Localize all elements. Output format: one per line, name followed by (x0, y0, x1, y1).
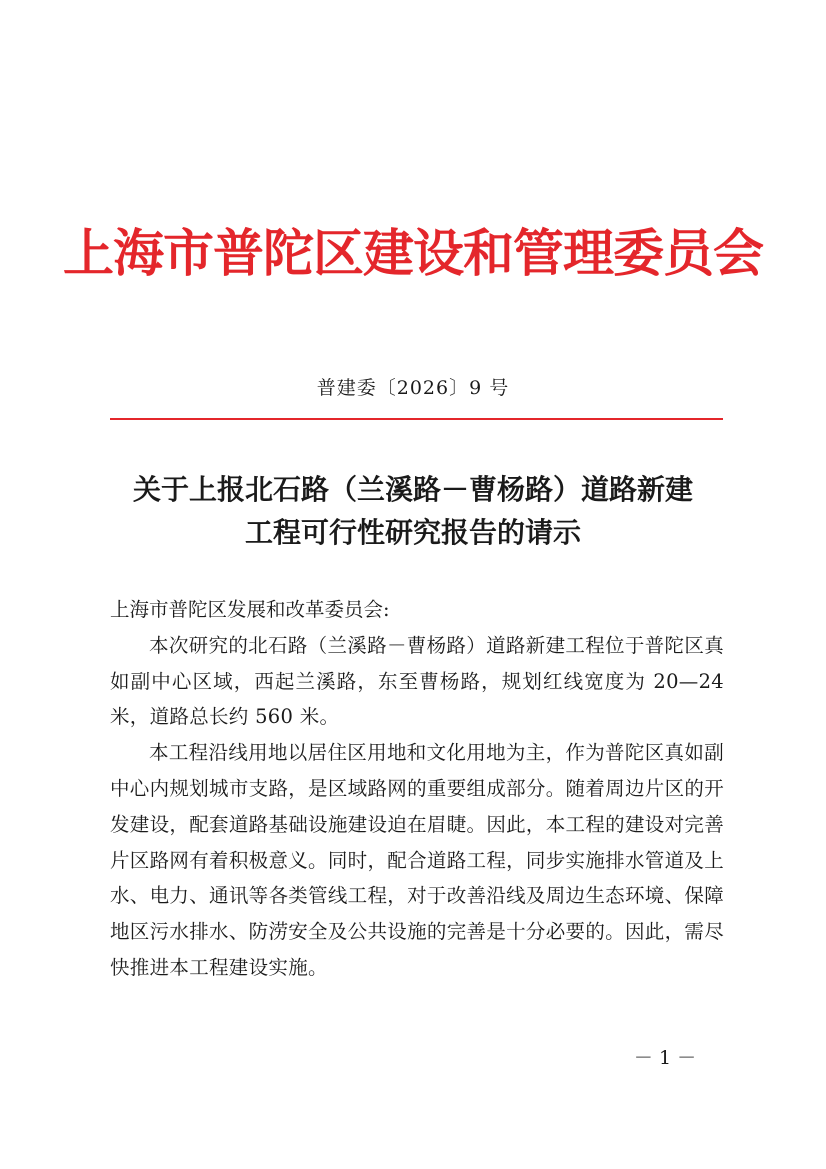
page-number: － 1 － (633, 1047, 697, 1069)
body-paragraph-2: 本工程沿线用地以居住区用地和文化用地为主，作为普陀区真如副中心内规划城市支路，是区域路网的重要组成部分。随着周边片区的开发建设，配套道路基础设施建设迫在眉睫。因此，本工程的建设对完善片区路网有着积极意义。同时，配合道路工程，同步实施排水管道及上水、电力、通讯等各类管线工程，对于改善沿线及周边生态环境、保障地区污水排水、防涝安全及公共设施的完善是十分必要的。因此，需尽快推进本工程建设实施。 (110, 741, 724, 979)
document-title-line-2: 工程可行性研究报告的请示 (244, 516, 581, 549)
document-number: 普建委〔2026〕9 号 (316, 377, 510, 399)
issuing-organization-header: 上海市普陀区建设和管理委员会 (62, 224, 763, 284)
document-body (110, 592, 724, 986)
document-title (100, 468, 726, 554)
body-paragraph-1: 本次研究的北石路（兰溪路－曹杨路）道路新建工程位于普陀区真如副中心区域，西起兰溪路，东至曹杨路，规划红线宽度为 20—24 米，道路总长约 560 米。 (110, 633, 724, 729)
document-title-line-1: 关于上报北石路（兰溪路－曹杨路）道路新建 (132, 473, 693, 506)
red-divider-line (110, 418, 723, 420)
addressee: 上海市普陀区发展和改革委员会: (110, 598, 390, 621)
